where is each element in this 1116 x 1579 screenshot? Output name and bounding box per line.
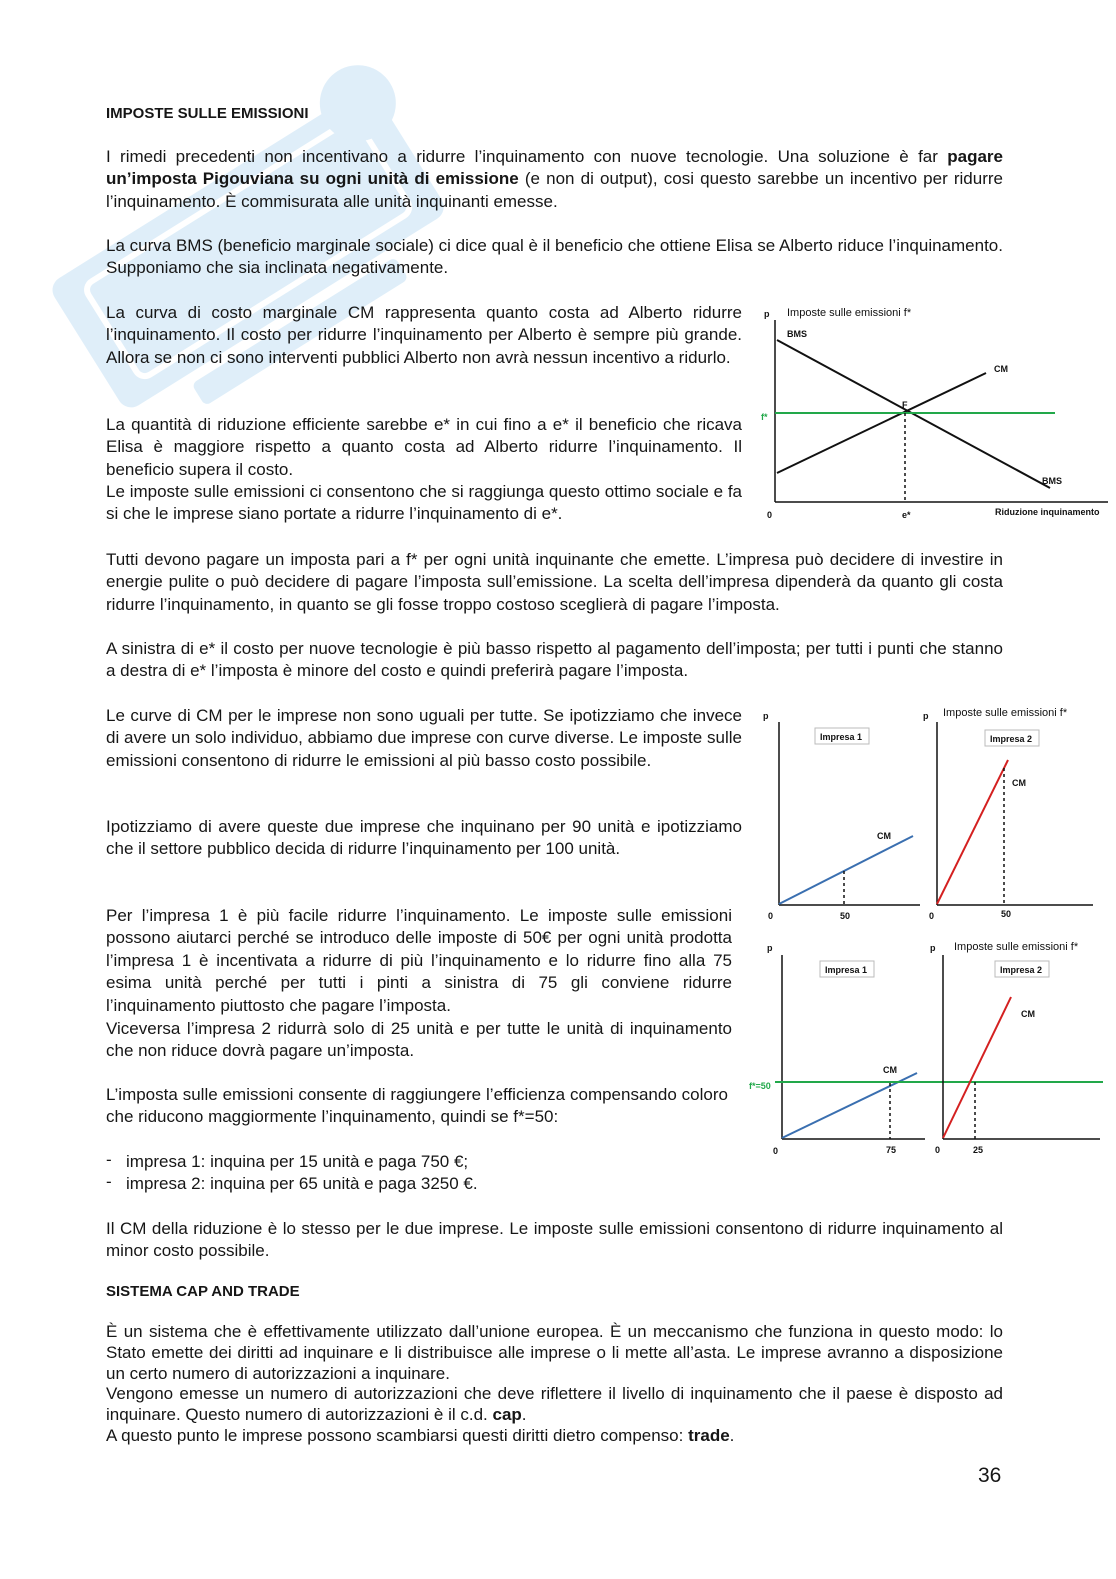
fig2-right-y-label: p bbox=[923, 711, 929, 721]
paragraph-hypothesis: Ipotizziamo di avere queste due imprese che inquinano per 90 unità e ipotizziamo che il settore pubblico decida di ridurre l’inquinamento per 100 unità. bbox=[106, 817, 742, 859]
fig2-left-y-label: p bbox=[763, 711, 769, 721]
paragraph-tax-payment: Tutti devono pagare un imposta pari a f* per ogni unità inquinante che emette. L’impresa può decidere di investire in energie pulite o può decidere di pagare l’imposta sull’emissione. La scelta dell’impresa dipenderà da quanto gli costa ridurre l’inquinamento, in quanto se gli fosse troppo costoso sceglierà di pagare l’imposta. bbox=[106, 550, 1003, 614]
fig1-point-label: F bbox=[902, 400, 908, 410]
fig1-fstar-label: f* bbox=[761, 412, 768, 422]
paragraph-cap: Vengono emesse un numero di autorizzazioni che deve riflettere il livello di inquinamento che il paese è disposto ad inquinare. Questo numero di autorizzazioni è il c.d. cap. bbox=[106, 1384, 1003, 1424]
paragraph-social-optimum: Le imposte sulle emissioni ci consentono che si raggiunga questo ottimo sociale e fa si che le imprese siano portate a ridurre l’inquinamento di e*. bbox=[106, 482, 742, 524]
fig2-title: Imposte sulle emissioni f* bbox=[943, 707, 1068, 719]
paragraph-cm: La curva di costo marginale CM rappresenta quanto costa ad Alberto ridurre l’inquinamento. Il costo per ridurre l’inquinamento per Alberto è sempre più grande. Allora se non ci sono interventi pubblici Alberto non avrà nessun incentivo a ridurlo. bbox=[106, 303, 742, 367]
fig3-left-tick: 75 bbox=[886, 1145, 897, 1155]
figure-two-firms bbox=[755, 700, 1105, 925]
fig2-left-tick: 50 bbox=[840, 911, 851, 921]
fig2-left-origin: 0 bbox=[768, 911, 774, 921]
paragraph-cap-trade-intro: È un sistema che è effettivamente utilizzato dall’unione europea. È un meccanismo che funziona in questo modo: lo Stato emette dei diritti ad inquinare e li distribuisce alle imprese o li mette all’asta. Le imprese avranno a disposizione un certo numero di autorizzazioni a inquinare. bbox=[106, 1322, 1003, 1383]
page-number: 36 bbox=[978, 1464, 1002, 1487]
fig3-right-origin: 0 bbox=[935, 1145, 941, 1155]
fig3-cm-line-firm2 bbox=[943, 997, 1011, 1138]
fig3-box-impresa2: Impresa 2 bbox=[1000, 965, 1043, 975]
paragraph-firm1: Per l’impresa 1 è più facile ridurre l’inquinamento. Le imposte sulle emissioni possono aiutarci perché se introduco delle imposte di 50€ per ogni unità prodotta l’impresa 1 è incentivata a ridurre di più l’inquinamento e lo ridurre fino alla 75 esima unità perché per tutti i pinti a sinistra di 75 gli conviene ridurre l’inquinamento piuttosto che pagare l’imposta. bbox=[106, 906, 732, 1015]
fig1-cm-label: CM bbox=[994, 364, 1008, 374]
fig2-right-tick: 50 bbox=[1001, 909, 1012, 919]
list-item: - impresa 2: inquina per 65 unità e paga 3250 €. bbox=[106, 1173, 478, 1195]
paragraph-trade: A questo punto le imprese possono scambiarsi questi diritti dietro compenso: trade. bbox=[106, 1426, 735, 1445]
list-item: - impresa 1: inquina per 15 unità e paga 750 €; bbox=[106, 1151, 478, 1173]
fig3-left-origin: 0 bbox=[773, 1146, 779, 1156]
paragraph-firm2: Viceversa l’impresa 2 ridurrà solo di 25 unità e per tutte le unità di inquinamento che non riduce dovrà pagare un’imposta. bbox=[106, 1019, 732, 1061]
fig3-cm-label-firm1: CM bbox=[883, 1065, 897, 1075]
fig1-cm-line bbox=[777, 373, 986, 473]
paragraph-left-right-estar: A sinistra di e* il costo per nuove tecnologie è più basso rispetto al pagamento dell’imposta; per tutti i punti che stanno a destra di e* l’imposta è minore del costo e quindi preferirà pagare l’imposta. bbox=[106, 639, 1003, 681]
fig3-box-impresa1: Impresa 1 bbox=[825, 965, 868, 975]
bullet-list-firms bbox=[106, 1151, 478, 1196]
paragraph-efficient-reduction: La quantità di riduzione efficiente sarebbe e* in cui fino a e* il beneficio che ricava Elisa è maggiore rispetto a quanto costa ad Alberto ridurre l’inquinamento. Il beneficio supera il costo. bbox=[106, 415, 742, 479]
fig2-cm-line-firm2 bbox=[937, 760, 1008, 904]
section-heading-cap-trade: SISTEMA CAP AND TRADE bbox=[106, 1283, 300, 1300]
fig2-cm-label-firm2: CM bbox=[1012, 778, 1026, 788]
fig2-box-impresa2: Impresa 2 bbox=[990, 734, 1033, 744]
fig3-left-y-label: p bbox=[767, 943, 773, 953]
fig3-right-y-label: p bbox=[930, 943, 936, 953]
fig1-x-label: Riduzione inquinamento bbox=[995, 507, 1100, 517]
figure-two-firms-tax bbox=[745, 935, 1110, 1160]
fig2-cm-line-firm1 bbox=[779, 836, 913, 904]
fig1-bms-top-label: BMS bbox=[787, 329, 807, 339]
paragraph-conclusion: Il CM della riduzione è lo stesso per le due imprese. Le imposte sulle emissioni consentono di ridurre inquinamento al minor costo possibile. bbox=[106, 1219, 1003, 1261]
fig2-cm-label-firm1: CM bbox=[877, 831, 891, 841]
fig3-tax-label: f*=50 bbox=[749, 1081, 771, 1091]
fig2-box-impresa1: Impresa 1 bbox=[820, 732, 863, 742]
fig3-right-tick: 25 bbox=[973, 1145, 984, 1155]
fig1-estar-label: e* bbox=[902, 510, 911, 520]
figure-emission-tax bbox=[750, 300, 1110, 525]
fig2-right-origin: 0 bbox=[929, 911, 935, 921]
fig3-cm-label-firm2: CM bbox=[1021, 1009, 1035, 1019]
paragraph-bms: La curva BMS (beneficio marginale sociale) ci dice qual è il beneficio che ottiene Elisa se Alberto riduce l’inquinamento. Supponiamo che sia inclinata negativamente. bbox=[106, 236, 1003, 278]
paragraph-two-firms: Le curve di CM per le imprese non sono uguali per tutte. Se ipotizziamo che invece di avere un solo individuo, abbiamo due imprese con curve diverse. Le imposte sulle emissioni consentono di ridurre le emissioni al più basso costo possibile. bbox=[106, 706, 742, 770]
paragraph-efficiency: L’imposta sulle emissioni consente di raggiungere l’efficienza compensando coloro che riducono maggiormente l’inquinamento, quindi se f*=50: bbox=[106, 1085, 728, 1127]
fig1-y-label: p bbox=[764, 309, 770, 319]
fig3-title: Imposte sulle emissioni f* bbox=[954, 941, 1079, 953]
fig1-origin: 0 bbox=[767, 510, 773, 520]
fig1-bms-label: BMS bbox=[1042, 476, 1062, 486]
section-heading-imposte: IMPOSTE SULLE EMISSIONI bbox=[106, 105, 309, 122]
paragraph-intro: I rimedi precedenti non incentivano a ridurre l’inquinamento con nuove tecnologie. Una soluzione è far pagare un’imposta Pigouviana su ogni unità di emissione (e non di output), cosi questo sarebbe un incentivo per ridurre l’inquinamento. È commisurata alle unità inquinanti emesse. bbox=[106, 147, 1003, 211]
fig1-title: Imposte sulle emissioni f* bbox=[787, 307, 912, 319]
